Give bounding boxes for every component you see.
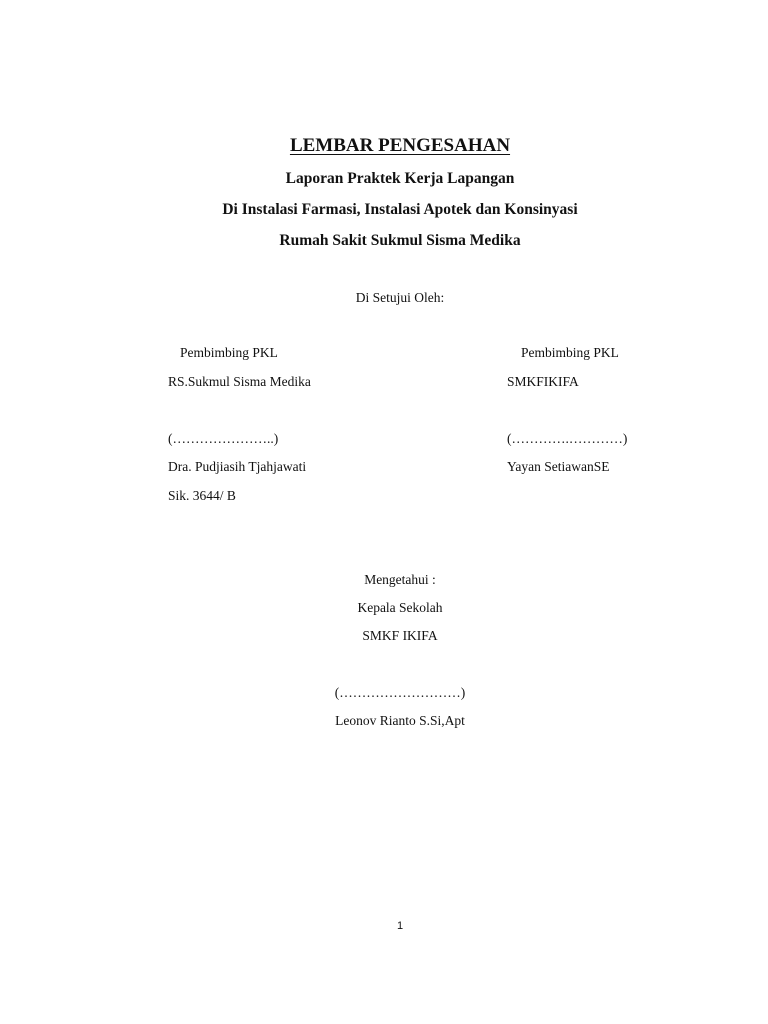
left-signatory-name: Dra. Pudjiasih Tjahjawati [168,459,307,474]
approved-by-label: Di Setujui Oleh: [355,290,445,305]
right-signatory-role: Pembimbing PKL [521,345,619,360]
right-signature-line: (………….…………) [507,431,628,446]
left-signatory-sik: Sik. 3644/ B [168,488,236,503]
acknowledged-label: Mengetahui : [364,572,436,587]
document-title: LEMBAR PENGESAHAN [289,135,511,156]
page-number: 1 [396,920,404,932]
headmaster-name: Leonov Rianto S.Si,Apt [335,713,465,728]
right-signatory-organization: SMKFIKIFA [507,374,579,389]
subtitle-line-3: Rumah Sakit Sukmul Sisma Medika [279,232,521,249]
left-signatory-organization: RS.Sukmul Sisma Medika [168,374,311,389]
left-signatory-role: Pembimbing PKL [180,345,278,360]
acknowledged-school: SMKF IKIFA [362,628,438,643]
left-signature-line: (…………………..) [168,431,279,446]
headmaster-signature-line: (………………………) [334,685,466,700]
subtitle-line-2: Di Instalasi Farmasi, Instalasi Apotek dan Konsinyasi [222,201,578,218]
acknowledged-position: Kepala Sekolah [357,600,443,615]
right-signatory-name: Yayan SetiawanSE [507,459,610,474]
subtitle-line-1: Laporan Praktek Kerja Lapangan [285,170,515,187]
